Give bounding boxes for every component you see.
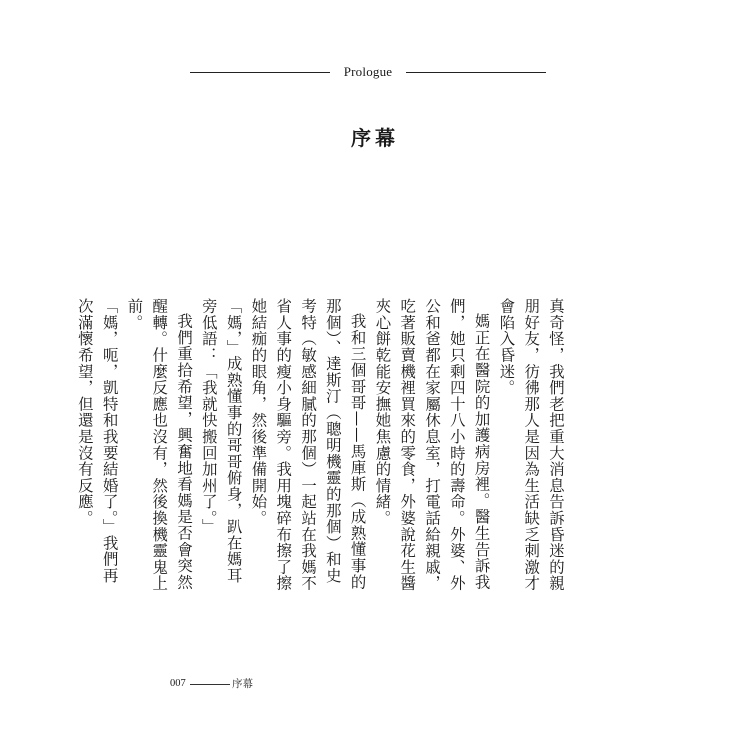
header-rule-left <box>190 72 330 73</box>
paragraph: 「媽，呃，凱特和我要結婚了。」我們再次滿懷希望，但還是沒有反應。 <box>75 298 119 584</box>
running-header <box>190 62 546 84</box>
paragraph: 媽正在醫院的加護病房裡。醫生告訴我們，她只剩四十八小時的壽命。外婆、外公和爸都在家屬休息室，打電話給親戚，吃著販賣機裡買來的零食，外婆說花生醬夾心餅乾能安撫她焦慮的情緒。 <box>373 298 491 592</box>
section-label: Prologue <box>343 64 393 79</box>
paragraph: 「媽，」成熟懂事的哥哥俯身，趴在媽耳旁低語：「我就快搬回加州了。」 <box>199 298 243 584</box>
footer-rule <box>190 684 230 685</box>
footer-running-title: 序幕 <box>232 678 253 690</box>
paragraph: 我們重拾希望，興奮地看媽是否會突然醒轉。什麼反應也沒有，然後換機靈鬼上前。 <box>125 298 194 592</box>
paragraph: 我和三個哥哥——馬庫斯（成熟懂事的那個）、達斯汀（聰明機靈的那個）和史考特（敏感細膩的那個）一起站在我媽不省人事的瘦小身驅旁。我用塊碎布擦了擦她結痂的眼角，然後準備開始。 <box>249 298 367 592</box>
chapter-title: 序幕 <box>351 126 399 150</box>
header-rule-right <box>406 72 546 73</box>
paragraph: 真奇怪，我們老把重大消息告訴昏迷的親朋好友，彷彿那人是因為生活缺乏刺激才會陷入昏迷。 <box>497 298 565 592</box>
body-text <box>72 298 568 598</box>
page-number: 007 <box>170 678 186 689</box>
